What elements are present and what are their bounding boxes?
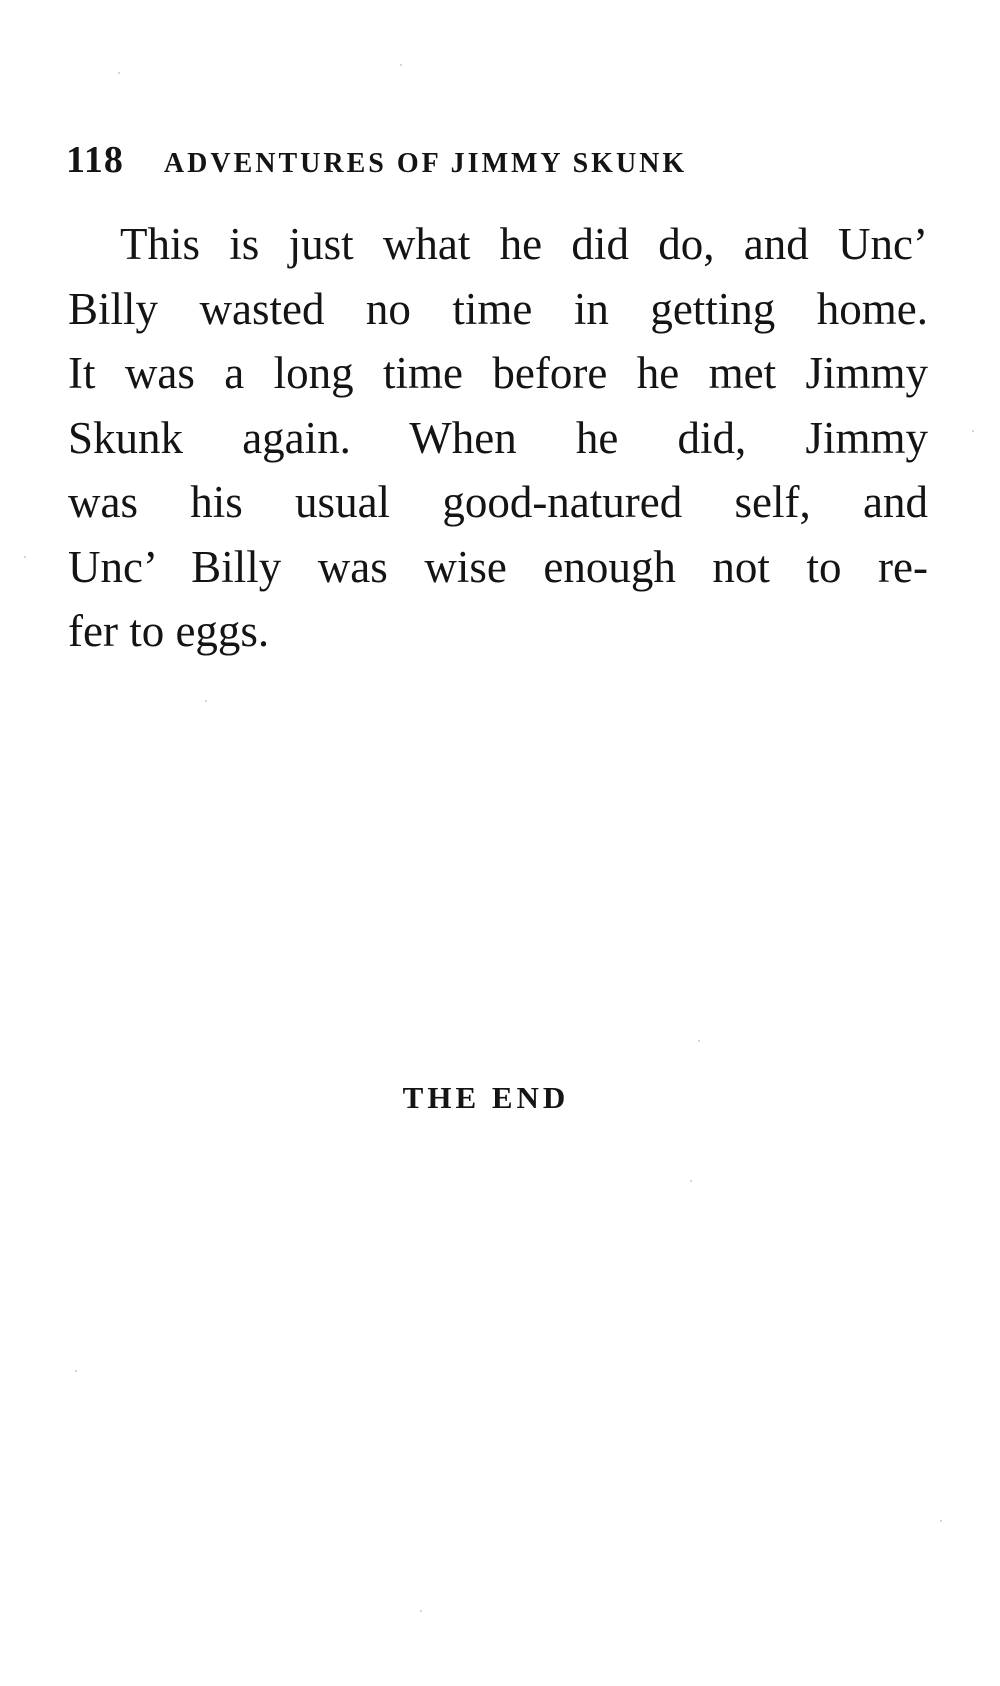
paper-speck xyxy=(75,1370,77,1372)
text-line: Skunk again. When he did, Jimmy xyxy=(68,412,928,463)
paper-speck xyxy=(118,72,120,74)
page-number: 118 xyxy=(66,139,124,181)
text-line: It was a long time before he met Jimmy xyxy=(68,348,928,398)
text-line: was his usual good-natured self, and xyxy=(68,477,928,527)
book-title: ADVENTURES OF JIMMY SKUNK xyxy=(163,148,688,179)
the-end-label: THE END xyxy=(402,1080,570,1115)
paper-speck xyxy=(940,1520,942,1522)
text-line: Billy wasted no time in getting home. xyxy=(68,283,928,334)
text-line: fer to eggs. xyxy=(68,606,270,656)
paper-speck xyxy=(205,700,207,702)
paper-speck xyxy=(24,556,26,558)
paper-speck xyxy=(690,1180,692,1182)
paper-speck xyxy=(698,1040,700,1042)
paper-speck xyxy=(420,1610,422,1612)
paper-speck xyxy=(972,430,974,432)
text-line: Unc’ Billy was wise enough not to re- xyxy=(68,541,928,592)
body-paragraph xyxy=(68,212,928,664)
paper-speck xyxy=(400,64,402,66)
text-line: This is just what he did do, and Unc’ xyxy=(120,219,928,269)
running-head xyxy=(66,138,926,188)
